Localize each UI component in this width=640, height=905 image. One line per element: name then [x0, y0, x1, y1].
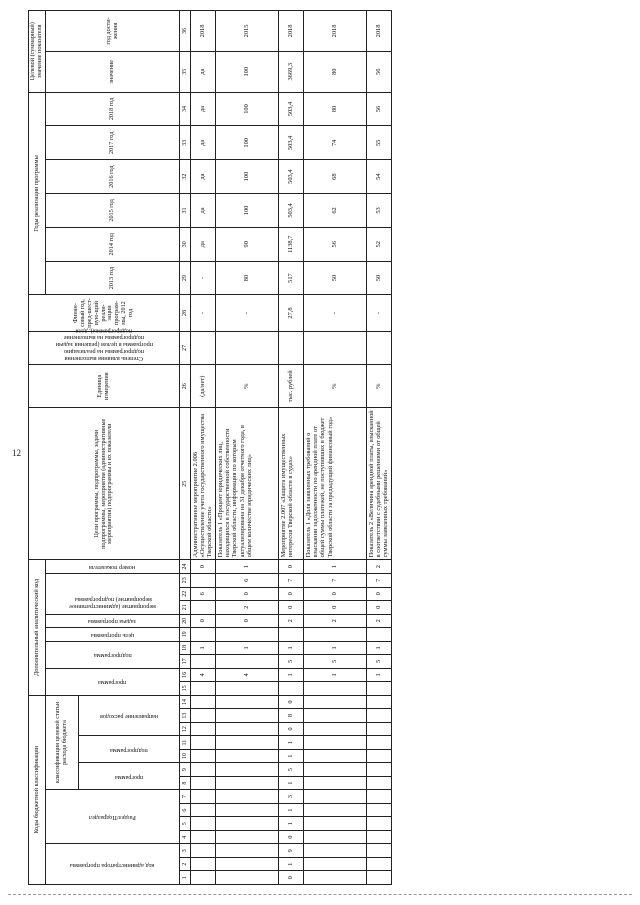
code-cell: 0: [279, 871, 304, 885]
column-number: 23: [180, 574, 191, 588]
code-cell: 0: [191, 614, 216, 628]
year-value-cell: 55: [367, 126, 392, 160]
unit-cell: %: [367, 365, 392, 408]
column-number: 3: [180, 844, 191, 858]
year-value-cell: 62: [304, 194, 367, 228]
code-cell: [304, 763, 367, 777]
execution-cell: [367, 331, 392, 365]
code-cell: 1: [279, 817, 304, 831]
code-cell: 0: [367, 587, 392, 601]
code-cell: [367, 844, 392, 858]
code-cell: [191, 574, 216, 588]
code-cell: [216, 776, 279, 790]
year-value-cell: 52: [367, 227, 392, 261]
code-cell: 7: [304, 574, 367, 588]
table-row: [191, 11, 216, 885]
code-cell: 0: [279, 560, 304, 574]
subprogram-header: подпрограмма: [79, 736, 180, 763]
code-cell: [304, 857, 367, 871]
fin-prev-cell: -: [367, 295, 392, 331]
column-number: 22: [180, 587, 191, 601]
unit-cell: %: [216, 365, 279, 408]
column-number: 33: [180, 126, 191, 160]
code-cell: 1: [279, 736, 304, 750]
unit-cell: %: [304, 365, 367, 408]
code-cell: 9: [279, 844, 304, 858]
budget-codes-header: Коды бюджетной классификации: [29, 695, 46, 884]
column-number: 16: [180, 668, 191, 682]
column-number: 24: [180, 560, 191, 574]
target-year-cell: 2018: [367, 11, 392, 52]
code-cell: 2: [216, 601, 279, 615]
code-cell: [216, 709, 279, 723]
program-header: программа: [79, 763, 180, 790]
code-cell: 4: [191, 668, 216, 682]
code-cell: [191, 763, 216, 777]
year-value-cell: 50: [367, 261, 392, 295]
program-a-header: программа: [46, 668, 180, 695]
code-cell: [367, 695, 392, 709]
column-number: 19: [180, 628, 191, 642]
year-value-cell: 53: [367, 194, 392, 228]
rotated-table-wrapper: [28, 10, 623, 885]
year-value-cell: 503,4: [279, 194, 304, 228]
column-number: 21: [180, 601, 191, 615]
year-value-cell: 56: [367, 92, 392, 126]
column-number: 12: [180, 722, 191, 736]
column-number-row: [180, 11, 191, 885]
code-cell: [191, 709, 216, 723]
column-number: 1: [180, 871, 191, 885]
goal-text-cell: Показатель 1 «Доля заявленных требований о взыскании задолженности по арендной плате от общей суммы платежей, не поступивших в бюджет Тверской области за предыдущий финансовый год»: [304, 408, 367, 560]
program-task-header: задача программы: [46, 614, 180, 628]
code-cell: [216, 628, 279, 642]
code-cell: [191, 803, 216, 817]
year-value-cell: 56: [304, 227, 367, 261]
year-value-cell: 80: [216, 261, 279, 295]
code-cell: [216, 749, 279, 763]
y2014-header: 2014 год: [46, 227, 180, 261]
year-value-cell: -: [191, 261, 216, 295]
code-cell: [367, 790, 392, 804]
analytic-code-header: Дополнительный аналитический код: [29, 560, 46, 695]
code-cell: [216, 722, 279, 736]
code-cell: 7: [279, 574, 304, 588]
code-cell: [304, 722, 367, 736]
column-number: 14: [180, 695, 191, 709]
column-number: 6: [180, 803, 191, 817]
code-cell: [191, 830, 216, 844]
document-page: [28, 10, 623, 885]
subprogram-a-header: подпрограмма: [46, 641, 180, 668]
year-value-cell: да: [191, 227, 216, 261]
code-cell: [367, 857, 392, 871]
code-cell: 0: [279, 722, 304, 736]
year-value-cell: 80: [304, 92, 367, 126]
year-value-cell: 100: [216, 160, 279, 194]
target-article-header: классификация целевой статьи расхода бюджета: [46, 695, 79, 790]
code-cell: [367, 871, 392, 885]
code-cell: [191, 817, 216, 831]
goal-text-cell: Административное мероприятие 2.006 «Осуществление учета государственного имущества Тверской области»: [191, 408, 216, 560]
program-table: [28, 10, 392, 885]
code-cell: [367, 709, 392, 723]
code-cell: [279, 628, 304, 642]
code-cell: [216, 790, 279, 804]
section-header: Раздел/Подраздел: [46, 790, 180, 844]
year-value-cell: 100: [216, 194, 279, 228]
column-number: 9: [180, 763, 191, 777]
column-number: 10: [180, 749, 191, 763]
column-number: 36: [180, 11, 191, 52]
y2015-header: 2015 год: [46, 194, 180, 228]
y2018-header: 2018 год: [46, 92, 180, 126]
column-number: 31: [180, 194, 191, 228]
code-cell: [304, 803, 367, 817]
code-cell: 1: [304, 641, 367, 655]
column-number: 20: [180, 614, 191, 628]
year-reach-header: год дости-жения: [46, 11, 180, 52]
year-value-cell: 100: [216, 92, 279, 126]
code-cell: [216, 655, 279, 669]
column-number: 2: [180, 857, 191, 871]
code-cell: [304, 749, 367, 763]
code-cell: [367, 776, 392, 790]
year-value-cell: да: [191, 126, 216, 160]
code-cell: [216, 803, 279, 817]
code-cell: [367, 628, 392, 642]
target-value-cell: 80: [304, 51, 367, 92]
unit-header: Единица измерения: [29, 365, 180, 408]
target-group-header: Целевой (суммарный) значение показателя: [29, 11, 46, 93]
target-year-cell: 2018: [191, 11, 216, 52]
code-cell: [304, 682, 367, 696]
column-number: 29: [180, 261, 191, 295]
code-cell: 1: [279, 749, 304, 763]
code-cell: [191, 790, 216, 804]
target-year-cell: 2018: [304, 11, 367, 52]
code-cell: [367, 736, 392, 750]
column-number: 18: [180, 641, 191, 655]
unit-cell: (да/нет): [191, 365, 216, 408]
code-cell: 0: [279, 601, 304, 615]
code-cell: 6: [216, 574, 279, 588]
code-cell: 1: [304, 668, 367, 682]
code-cell: 1: [367, 668, 392, 682]
column-number: 5: [180, 817, 191, 831]
code-cell: [367, 830, 392, 844]
code-cell: [191, 844, 216, 858]
code-cell: [216, 830, 279, 844]
code-cell: 2: [279, 614, 304, 628]
code-cell: 0: [191, 560, 216, 574]
code-cell: 8: [279, 709, 304, 723]
y2017-header: 2017 год: [46, 126, 180, 160]
code-cell: 1: [304, 560, 367, 574]
target-year-cell: 2015: [216, 11, 279, 52]
code-cell: 1: [279, 668, 304, 682]
code-cell: 0: [216, 614, 279, 628]
code-cell: [367, 682, 392, 696]
code-cell: [191, 655, 216, 669]
code-cell: [304, 709, 367, 723]
year-value-cell: да: [191, 194, 216, 228]
year-value-cell: 503,4: [279, 126, 304, 160]
code-cell: [304, 830, 367, 844]
code-cell: 1: [279, 641, 304, 655]
year-value-cell: 68: [304, 160, 367, 194]
code-cell: 0: [279, 695, 304, 709]
table-row: [304, 11, 367, 885]
column-number: 28: [180, 295, 191, 331]
goal-text-cell: Показатель 1 «Процент юридических лиц, находящихся в государственной собственности Тверской области, информация по которым актуализирована на 31 декабря отчетного года, в общем количестве юридических лиц»: [216, 408, 279, 560]
code-cell: 2: [304, 614, 367, 628]
y2013-header: 2013 год: [46, 261, 180, 295]
years-group-header: Годы реализации программы: [29, 92, 46, 295]
code-cell: 2: [367, 614, 392, 628]
fin-prev-cell: -: [304, 295, 367, 331]
year-value-cell: 90: [216, 227, 279, 261]
code-cell: 1: [279, 776, 304, 790]
fin-prev-cell: -: [216, 295, 279, 331]
code-cell: [304, 628, 367, 642]
code-cell: 0: [367, 601, 392, 615]
year-value-cell: 54: [367, 160, 392, 194]
code-cell: 0: [279, 830, 304, 844]
table-body: [191, 11, 392, 885]
code-cell: [216, 817, 279, 831]
code-cell: [216, 736, 279, 750]
target-value-cell: 100: [216, 51, 279, 92]
column-number: 4: [180, 830, 191, 844]
bottom-divider: [8, 894, 632, 895]
goal-text-cell: Мероприятие 2.007 «Защита имущественных интересов Тверской области в судах»: [279, 408, 304, 560]
execution-cell: [279, 331, 304, 365]
code-cell: 3: [279, 790, 304, 804]
column-number: 13: [180, 709, 191, 723]
code-cell: 1: [216, 560, 279, 574]
execution-cell: [304, 331, 367, 365]
column-number: 17: [180, 655, 191, 669]
column-number: 8: [180, 776, 191, 790]
year-value-cell: 50: [304, 261, 367, 295]
code-cell: [191, 628, 216, 642]
indicator-no-header: номер показателя: [46, 560, 180, 574]
expense-direction-header: направление расходов: [79, 695, 180, 736]
code-cell: 0: [216, 587, 279, 601]
code-cell: 0: [304, 601, 367, 615]
code-cell: [191, 601, 216, 615]
code-cell: [367, 817, 392, 831]
code-cell: 5: [279, 655, 304, 669]
code-cell: [304, 817, 367, 831]
year-value-cell: да: [191, 160, 216, 194]
code-cell: 4: [216, 668, 279, 682]
goals-header: Цели программы, подпрограммы, задачи подпрограммы, мероприятия (административные мероприятия) подпрограммы и их показатели: [29, 408, 180, 560]
column-number: 7: [180, 790, 191, 804]
year-value-cell: 503,4: [279, 92, 304, 126]
execution-header: Степень влияния выполнения подпрограммы на реализацию программы в целом (решения задачи подпрограммы на выполнение подпрограммы), доля: [29, 331, 180, 365]
fin-prev-header: Финан-совый год, пред-шест-вую-щий реали-зации програм-мы, 2012 год: [29, 295, 180, 331]
code-cell: [216, 695, 279, 709]
execution-cell: [216, 331, 279, 365]
year-value-cell: 1138,7: [279, 227, 304, 261]
code-cell: [191, 871, 216, 885]
year-value-cell: да: [191, 92, 216, 126]
code-cell: 1: [279, 803, 304, 817]
table-row: [279, 11, 304, 885]
code-cell: 0: [304, 587, 367, 601]
column-number: 25: [180, 408, 191, 560]
code-cell: [304, 844, 367, 858]
code-cell: [191, 682, 216, 696]
code-cell: [367, 763, 392, 777]
code-cell: [216, 844, 279, 858]
code-cell: 0: [279, 587, 304, 601]
code-cell: 2: [367, 560, 392, 574]
column-number: 35: [180, 51, 191, 92]
code-cell: [367, 803, 392, 817]
column-number: 26: [180, 365, 191, 408]
code-cell: [216, 682, 279, 696]
column-number: 11: [180, 736, 191, 750]
target-value-cell: 3669,3: [279, 51, 304, 92]
execution-cell: [191, 331, 216, 365]
year-value-cell: 503,4: [279, 160, 304, 194]
table-row: [367, 11, 392, 885]
column-number: 30: [180, 227, 191, 261]
activity-header: мероприятие (административное мероприятие) подпрограммы: [46, 574, 180, 615]
y2016-header: 2016 год: [46, 160, 180, 194]
code-cell: [191, 695, 216, 709]
code-cell: [191, 722, 216, 736]
code-cell: [191, 749, 216, 763]
code-cell: 1: [191, 641, 216, 655]
code-cell: [216, 871, 279, 885]
code-cell: [304, 736, 367, 750]
year-value-cell: 517: [279, 261, 304, 295]
unit-cell: тыс. рублей: [279, 365, 304, 408]
column-number: 34: [180, 92, 191, 126]
code-cell: [279, 682, 304, 696]
code-cell: [304, 790, 367, 804]
year-value-cell: 74: [304, 126, 367, 160]
code-cell: [191, 736, 216, 750]
code-cell: 1: [367, 641, 392, 655]
code-cell: [367, 722, 392, 736]
code-cell: [367, 749, 392, 763]
year-value-cell: 100: [216, 126, 279, 160]
code-cell: 6: [191, 587, 216, 601]
table-row: [216, 11, 279, 885]
fin-prev-cell: -: [191, 295, 216, 331]
page-number: 12: [12, 448, 21, 458]
code-cell: [216, 763, 279, 777]
target-year-cell: 2018: [279, 11, 304, 52]
fin-prev-cell: 27,8: [279, 295, 304, 331]
column-number: 27: [180, 331, 191, 365]
column-number: 32: [180, 160, 191, 194]
code-cell: [191, 857, 216, 871]
code-cell: 5: [304, 655, 367, 669]
column-number: 15: [180, 682, 191, 696]
code-cell: 5: [279, 763, 304, 777]
code-cell: 1: [216, 641, 279, 655]
target-value-cell: да: [191, 51, 216, 92]
code-cell: 1: [279, 857, 304, 871]
code-cell: 7: [367, 574, 392, 588]
code-cell: [191, 776, 216, 790]
admin-code-header: код администратора программы: [46, 844, 180, 885]
code-cell: [304, 695, 367, 709]
target-value-cell: 56: [367, 51, 392, 92]
code-cell: [304, 776, 367, 790]
code-cell: [304, 871, 367, 885]
goal-text-cell: Показатель 2 «Величина арендной платы, взысканной в соответствии с судебными решениями от общей суммы заявленных требований»: [367, 408, 392, 560]
code-cell: [216, 857, 279, 871]
code-cell: 5: [367, 655, 392, 669]
value-header: значение: [46, 51, 180, 92]
program-goal-header: цель программы: [46, 628, 180, 642]
